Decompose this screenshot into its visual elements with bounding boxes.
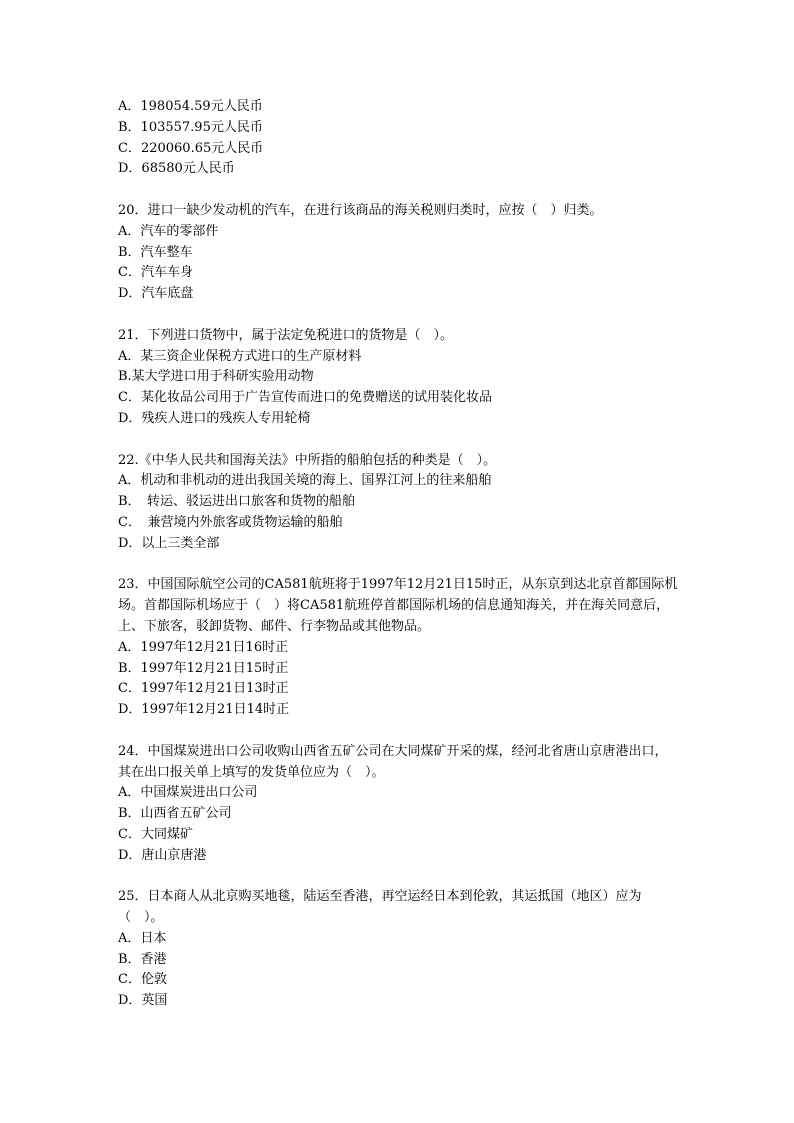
previous-question-options — [118, 97, 678, 180]
option-a: A．机动和非机动的进出我国关境的海上、国界江河上的往来船舶 — [118, 473, 492, 489]
option-c: C．大同煤矿 — [118, 826, 193, 842]
option-b: B．山西省五矿公司 — [118, 806, 232, 822]
question-20 — [118, 201, 678, 305]
question-stem: 20．进口一缺少发动机的汽车，在进行该商品的海关税则归类时，应按（ ）归类。 — [118, 202, 603, 218]
option-a: A．198054.59元人民币 — [118, 99, 263, 114]
question-24 — [118, 742, 678, 867]
option-c: C．伦敦 — [118, 972, 167, 988]
option-a: A．日本 — [118, 930, 167, 946]
option-c: C．汽车车身 — [118, 265, 193, 281]
option-b: B．香港 — [118, 951, 167, 967]
option-c: C．220060.65元人民币 — [118, 140, 264, 156]
question-25 — [118, 887, 678, 1012]
option-d: D．以上三类全部 — [118, 535, 220, 551]
question-stem: 24．中国煤炭进出口公司收购山西省五矿公司在大同煤矿开采的煤，经河北省唐山京唐港出口，其在出口报关单上填写的发货单位应为（ ）。 — [118, 743, 668, 780]
option-a: A．某三资企业保税方式进口的生产原材料 — [118, 348, 362, 364]
question-stem: 25．日本商人从北京购买地毯，陆运至香港，再空运经日本到伦敦，其运抵国（地区）应为（ ）。 — [118, 889, 642, 926]
option-b: B．1997年12月21日15时正 — [118, 660, 289, 676]
option-d: D．英国 — [118, 993, 168, 1009]
option-a: A．中国煤炭进出口公司 — [118, 785, 258, 801]
option-d: D．1997年12月21日14时正 — [118, 702, 290, 718]
option-d: D．唐山京唐港 — [118, 847, 207, 863]
option-b: B．103557.95元人民币 — [118, 119, 263, 135]
document-content — [118, 97, 678, 1033]
option-b: B． 转运、驳运进出口旅客和货物的船舶 — [118, 494, 356, 510]
option-b: B．汽车整车 — [118, 244, 193, 260]
option-c: C．1997年12月21日13时正 — [118, 681, 289, 697]
question-stem: 21．下列进口货物中，属于法定免税进口的货物是（ ）。 — [118, 327, 454, 343]
option-b: B.某大学进口用于科研实验用动物 — [118, 369, 314, 385]
option-a: A．汽车的零部件 — [118, 223, 219, 239]
question-stem: 23．中国国际航空公司的CA581航班将于1997年12月21日15时正，从东京到达北京首都国际机场。首都国际机场应于（ ）将CA581航班停首都国际机场的信息通知海关，并在海关同意后，上、下旅客，驳卸货物、邮件、行李物品或其他物品。 — [118, 577, 678, 634]
option-a: A．1997年12月21日16时正 — [118, 639, 289, 655]
option-c: C．某化妆品公司用于广告宣传而进口的免费赠送的试用装化妆品 — [118, 390, 492, 406]
option-c: C． 兼营境内外旅客或货物运输的船舶 — [118, 514, 343, 530]
question-stem: 22.《中华人民共和国海关法》中所指的船舶包括的种类是（ ）。 — [118, 452, 497, 468]
question-21 — [118, 326, 678, 430]
option-d: D．残疾人进口的残疾人专用轮椅 — [118, 410, 311, 426]
question-22 — [118, 451, 678, 555]
option-d: D．汽车底盘 — [118, 286, 194, 302]
option-d: D．68580元人民币 — [118, 161, 235, 177]
question-23 — [118, 575, 678, 721]
